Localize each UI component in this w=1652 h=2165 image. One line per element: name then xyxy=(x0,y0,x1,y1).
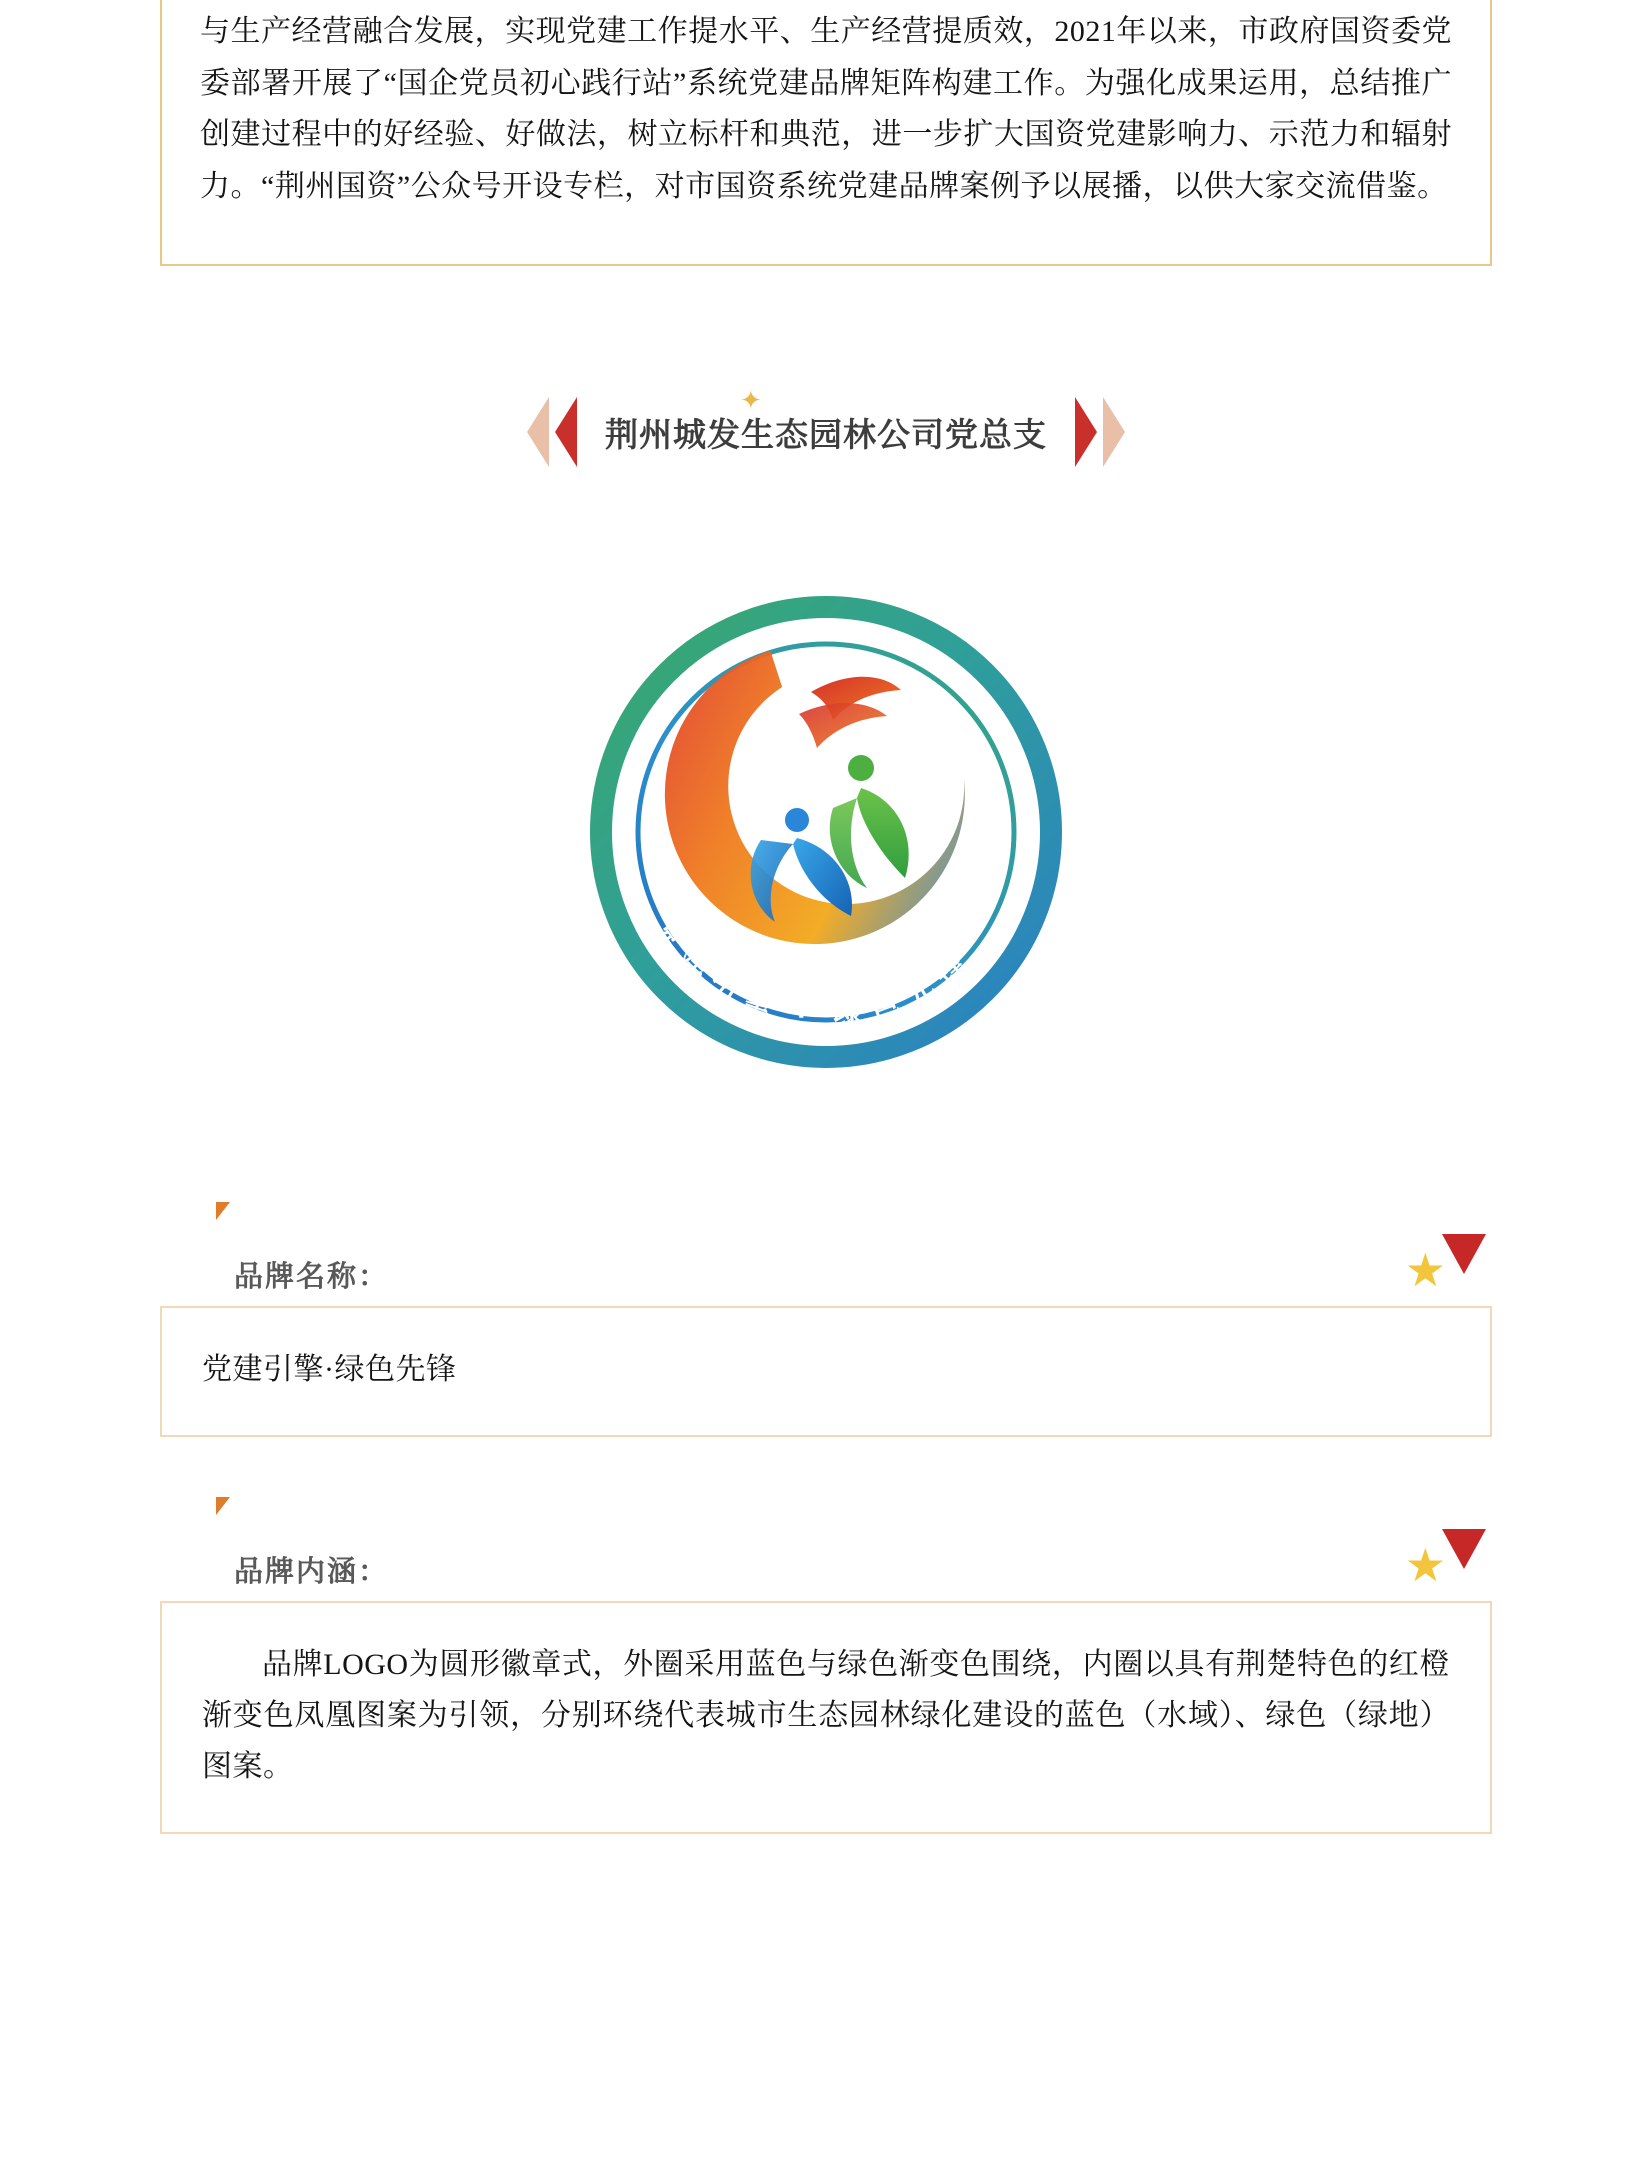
chevron-left-pale-icon xyxy=(527,397,549,467)
star-icon: ★ xyxy=(1404,1245,1446,1297)
field-brand-meaning xyxy=(0,1515,1652,1834)
section-title-band xyxy=(0,384,1652,480)
field-brand-name xyxy=(0,1220,1652,1437)
field-value: 品牌LOGO为圆形徽章式，外圈采用蓝色与绿色渐变色围绕，内圈以具有荆楚特色的红橙渐变色凤凰图案为引领，分别环绕代表城市生态园林绿化建设的蓝色（水域）、绿色（绿地）图案。 xyxy=(202,1648,1450,1784)
field-label-row xyxy=(160,1220,1492,1306)
sparkle-icon: ✦ xyxy=(740,386,762,416)
field-label: 品牌名称： xyxy=(234,1261,390,1294)
field-label: 品牌内涵： xyxy=(234,1556,390,1589)
corner-marker-icon xyxy=(216,1202,230,1220)
right-chevrons xyxy=(1075,397,1125,467)
chevron-right-red-icon xyxy=(1075,397,1097,467)
intro-paragraph: 与生产经营融合发展，实现党建工作提水平、生产经营提质效，2021年以来，市政府国资委党委部署开展了“国企党员初心践行站”系统党建品牌矩阵构建工作。为强化成果运用，总结推广创建过程中的好经验、好做法，树立标杆和典范，进一步扩大国资党建影响力、示范力和辐射力。“荆州国资”公众号开设专栏，对市国资系统党建品牌案例予以展播，以供大家交流借鉴。 xyxy=(200,15,1452,203)
chevron-left-red-icon xyxy=(555,397,577,467)
field-value: 党建引擎·绿色先锋 xyxy=(202,1353,457,1387)
field-value-box xyxy=(160,1601,1492,1834)
triangle-down-icon xyxy=(1442,1529,1486,1569)
svg-text:党建引擎 · 绿色先锋: 党建引擎 · 绿色先锋 xyxy=(648,912,980,1036)
triangle-down-icon xyxy=(1442,1234,1486,1274)
section-title: 荆州城发生态园林公司党总支 xyxy=(605,415,1047,453)
field-value-box xyxy=(160,1306,1492,1437)
intro-box xyxy=(160,0,1492,266)
left-chevrons xyxy=(527,397,577,467)
label-decoration xyxy=(1404,1529,1486,1592)
corner-marker-icon xyxy=(216,1497,230,1515)
chevron-right-pale-icon xyxy=(1103,397,1125,467)
field-label-row xyxy=(160,1515,1492,1601)
brand-logo xyxy=(561,522,1091,1142)
brand-logo-wrap xyxy=(0,522,1652,1142)
star-icon: ★ xyxy=(1404,1540,1446,1592)
label-decoration xyxy=(1404,1234,1486,1297)
